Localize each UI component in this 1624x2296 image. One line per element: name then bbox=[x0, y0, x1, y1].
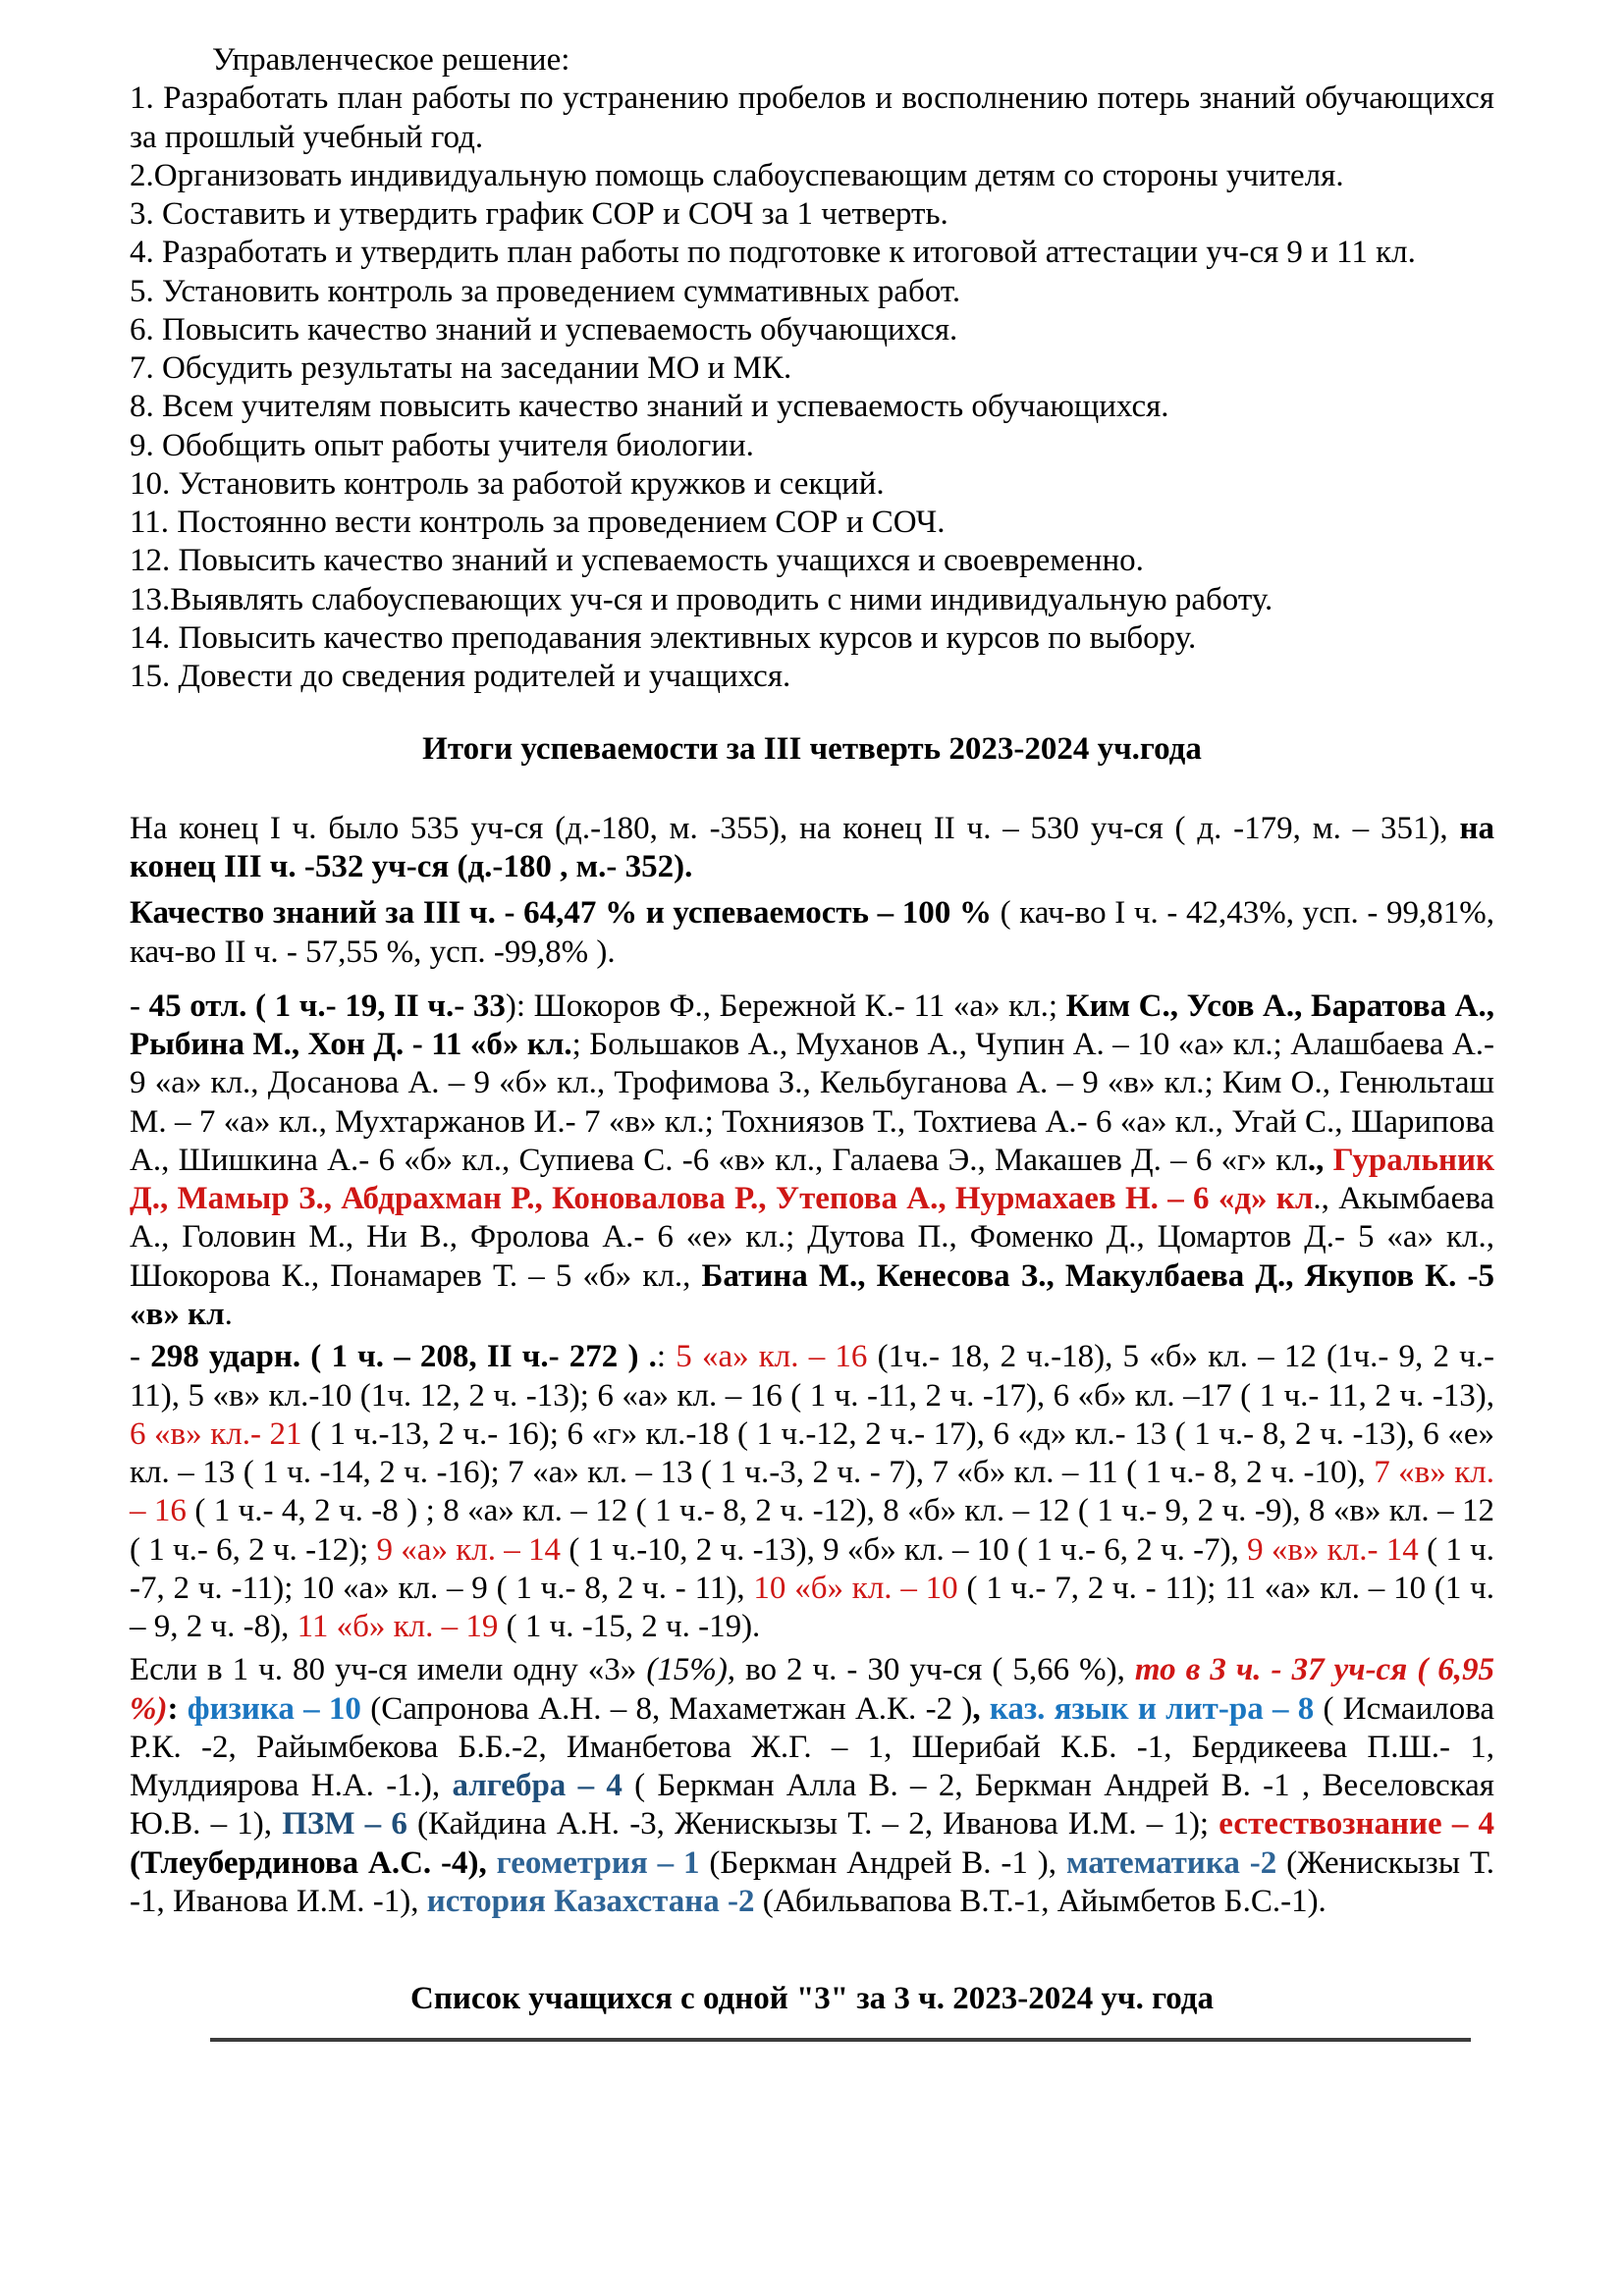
text-run: 11 «б» кл. – 19 bbox=[297, 1609, 507, 1645]
decision-item-9: 9. Обобщить опыт работы учителя биологии. bbox=[130, 427, 754, 463]
text-run: ; Большаков А., Муханов А., Чупин А. – 10 «а» кл.; Алашбаева А.- 9 «а» кл., Досанова А. – 9 «б» кл., Трофимова З., Кельбуганова А. – 9 «в» кл.; Ким О., Генюльташ М. – 7 «а» кл., Мухтаржанов И.- 7 «в» кл.; Тохниязов Т., Тохтиева А.- 6 «а» кл., Угай С., Шарипова А., Шишкина А.- 6 «б» кл., Супиева С. -6 «в» кл., Галаева Э., Макашев Д. – 6 «г» кл bbox=[130, 1027, 1495, 1178]
text-run: 298 ударн. ( 1 ч. – 208, II ч.- 272 ) . bbox=[150, 1339, 657, 1375]
text-run: ( 1 ч.-10, 2 ч. -13), 9 «б» кл. – 10 ( 1 ч.- 6, 2 ч. -7), bbox=[568, 1531, 1248, 1568]
text-run: ПЗМ – 6 bbox=[282, 1806, 418, 1842]
text-run: (Кайдина А.Н. -3, Женискызы Т. – 2, Иванова И.М. – 1); bbox=[417, 1806, 1219, 1842]
text-run: ): Шокоров Ф., Бережной К.- 11 «а» кл.; bbox=[505, 988, 1066, 1024]
text-run: ( 1 ч.- 4, 2 ч. -8 ) ; 8 «а» кл. – 12 ( 1 ч.- 8, 2 ч. -12), 8 «б» кл. – 12 ( 1 ч.- 9, 2 ч. -9), 8 «в» кл. – 12 ( 1 ч.- 6, 2 ч. -12); bbox=[130, 1493, 1495, 1568]
text-run: ( Исмаилова Р.К. -2, Райымбекова Б.Б.-2, Иманбетова Ж.Г. – 1, Шерибай К.Б. -1, Бердикеева П.Ш.- 1, Мулдиярова Н.А. -1.), bbox=[130, 1690, 1494, 1804]
text-run: Батина М., Кенесова З., Макулбаева Д., Якупов К. -5 «в» кл bbox=[130, 1257, 1494, 1332]
text-run: 6 «в» кл.- 21 bbox=[130, 1415, 311, 1452]
paragraph-quality-of-knowledge bbox=[130, 894, 1494, 972]
text-run: (Беркман Андрей В. -1 ), bbox=[709, 1844, 1066, 1881]
decision-item-7: 7. Обсудить результаты на заседании МО и МК. bbox=[130, 350, 792, 387]
text-run: ( Беркман Алла В. – 2, Беркман Андрей В. -1 , Веселовская Ю.В. – 1), bbox=[130, 1768, 1494, 1842]
text-run: ., bbox=[1307, 1142, 1333, 1178]
text-run: - bbox=[130, 1339, 151, 1375]
text-run: математика -2 bbox=[1065, 1844, 1287, 1881]
text-run: 10 «б» кл. – 10 bbox=[753, 1570, 967, 1606]
paragraph-enrollment bbox=[130, 810, 1494, 887]
decision-item-2: 2.Организовать индивидуальную помощь слабоуспевающим детям со стороны учителя. bbox=[130, 157, 1344, 193]
decision-item-10: 10. Установить контроль за работой кружков и секций. bbox=[130, 465, 885, 502]
results-heading: Итоги успеваемости за III четверть 2023-2024 уч.года bbox=[422, 730, 1202, 767]
decision-item-4: 4. Разработать и утвердить план работы по подготовке к итоговой аттестации уч-ся 9 и 11 кл. bbox=[130, 235, 1416, 271]
paragraph-excellent-students bbox=[130, 988, 1494, 1334]
text-run: ( 1 ч.- 7, 2 ч. - 11); 11 «а» кл. – 10 (1 ч. – 9, 2 ч. -8), bbox=[130, 1570, 1495, 1645]
text-run: история Казахстана -2 bbox=[426, 1883, 763, 1919]
text-run: 45 отл. ( 1 ч.- 19, II ч.- 33 bbox=[148, 988, 506, 1024]
text-run: ( кач-во I ч. - 42,43%, усп. - 99,81%, кач-во II ч. - 57,55 %, усп. -99,8% ). bbox=[130, 895, 1494, 970]
text-run: 9 «а» кл. – 14 bbox=[376, 1531, 569, 1568]
text-run: геометрия – 1 bbox=[496, 1844, 710, 1881]
text-run: естествознание – 4 bbox=[1218, 1806, 1495, 1842]
text-run: алгебра – 4 bbox=[452, 1768, 635, 1804]
text-run: физика – 10 bbox=[187, 1690, 371, 1727]
decision-item-11: 11. Постоянно вести контроль за проведением СОР и СОЧ. bbox=[130, 505, 946, 541]
paragraph-good-students bbox=[130, 1338, 1494, 1646]
text-run: (Сапронова А.Н. – 8, Махаметжан А.К. -2 ) bbox=[370, 1690, 973, 1727]
text-run: : bbox=[167, 1690, 188, 1727]
text-run: (Женискызы Т. -1, Иванова И.М. -1), bbox=[130, 1844, 1494, 1919]
text-run: На конец I ч. было 535 уч-ся (д.-180, м. -355), на конец II ч. – 530 уч-ся ( д. -179, м. – 351), bbox=[130, 810, 1460, 846]
text-run: (1ч.- 18, 2 ч.-18), 5 «б» кл. – 12 (1ч.- 9, 2 ч.- 11), 5 «в» кл.-10 (1ч. 12, 2 ч. -13); 6 «а» кл. – 16 ( 1 ч. -11, 2 ч. -17), 6 «б» кл. –17 ( 1 ч.- 11, 2 ч. -13), bbox=[130, 1339, 1494, 1414]
paragraph-students-with-one-three bbox=[130, 1651, 1494, 1921]
decision-item-15: 15. Довести до сведения родителей и учащихся. bbox=[130, 659, 791, 695]
text-run: Если в 1 ч. 80 уч-ся имели одну «3» bbox=[130, 1652, 647, 1688]
text-run: то в 3 ч. - 37 уч-ся ( 6,95 %) bbox=[130, 1652, 1495, 1727]
text-run: 5 «а» кл. – 16 bbox=[676, 1339, 878, 1375]
decision-item-8: 8. Всем учителям повысить качество знаний и успеваемость обучающихся. bbox=[130, 389, 1169, 425]
text-run: Ким С., Усов А., Баратова А., Рыбина М., Хон Д. - 11 «б» кл. bbox=[130, 988, 1495, 1063]
text-run: Гуральник Д., Мамыр З., Абдрахман Р., Коновалова Р., Утепова А., Нурмахаев Н. – 6 «д» кл bbox=[130, 1142, 1494, 1217]
text-run: ( 1 ч.-13, 2 ч.- 16); 6 «г» кл.-18 ( 1 ч.-12, 2 ч.- 17), 6 «д» кл.- 13 ( 1 ч.- 8, 2 ч. -13), 6 «е» кл. – 13 ( 1 ч. -14, 2 ч. -16); 7 «а» кл. – 13 ( 1 ч.-3, 2 ч. - 7), 7 «б» кл. – 11 ( 1 ч.- 8, 2 ч. -10), bbox=[130, 1415, 1494, 1491]
text-run: 7 «в» кл. – 16 bbox=[130, 1455, 1494, 1529]
decision-item-12: 12. Повысить качество знаний и успеваемость учащихся и своевременно. bbox=[130, 543, 1144, 579]
text-run: во 2 ч. - 30 уч-ся ( 5,66 %), bbox=[735, 1652, 1135, 1688]
text-run: (Абильвапова В.Т.-1, Айымбетов Б.С.-1). bbox=[762, 1883, 1326, 1919]
text-run: , bbox=[972, 1690, 990, 1727]
horizontal-divider bbox=[210, 2038, 1471, 2042]
decision-item-3: 3. Составить и утвердить график СОР и СОЧ за 1 четверть. bbox=[130, 196, 948, 233]
decision-item-6: 6. Повысить качество знаний и успеваемость обучающихся. bbox=[130, 311, 958, 347]
text-run: 9 «в» кл.- 14 bbox=[1247, 1531, 1428, 1568]
decision-item-13: 13.Выявлять слабоуспевающих уч-ся и проводить с ними индивидуальную работу. bbox=[130, 581, 1273, 617]
text-run: ( 1 ч. -15, 2 ч. -19). bbox=[506, 1609, 761, 1645]
decision-item-5: 5. Установить контроль за проведением суммативных работ. bbox=[130, 273, 961, 309]
decision-item-1: 1. Разработать план работы по устранению пробелов и восполнению потерь знаний обучающихся за прошлый учебный год. bbox=[130, 80, 1494, 155]
text-run: . bbox=[224, 1296, 233, 1332]
text-run: ., Акымбаева А., Головин М., Ни В., Фролова А.- 6 «е» кл.; Дутова П., Фоменко Д., Цомартов Д.- 5 «а» кл., Шокорова К., Понамарев Т. – 5 «б» кл., bbox=[130, 1181, 1495, 1294]
management-decision-title: Управленческое решение: bbox=[212, 42, 570, 78]
decision-item-14: 14. Повысить качество преподавания элективных курсов и курсов по выбору. bbox=[130, 619, 1197, 656]
single-three-list-heading: Список учащихся с одной "3" за 3 ч. 2023-2024 уч. года bbox=[410, 1981, 1214, 2017]
text-run: (Тлеубердинова А.С. -4), bbox=[130, 1844, 497, 1881]
text-run: (15%), bbox=[646, 1652, 736, 1688]
text-run: Качество знаний за III ч. - 64,47 % и успеваемость – 100 % bbox=[130, 895, 1001, 932]
text-run: каз. язык и лит-ра – 8 bbox=[989, 1690, 1324, 1727]
text-run: на конец III ч. -532 уч-ся (д.-180 , м.- 352). bbox=[130, 810, 1494, 885]
text-run: ( 1 ч. -7, 2 ч. -11); 10 «а» кл. – 9 ( 1 ч.- 8, 2 ч. - 11), bbox=[130, 1531, 1494, 1606]
text-run: : bbox=[656, 1339, 677, 1375]
text-run: - bbox=[130, 988, 149, 1024]
